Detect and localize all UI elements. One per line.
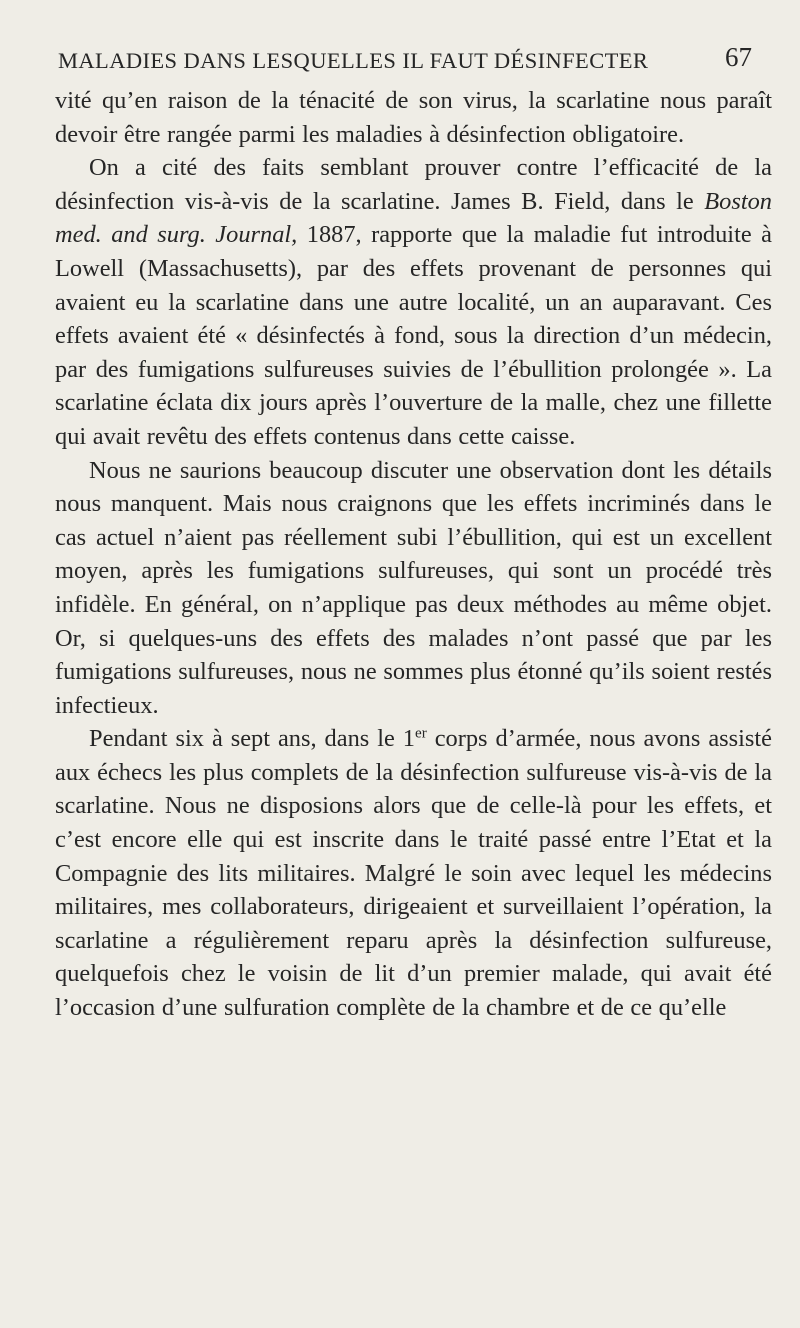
ordinal-superscript: er — [414, 725, 427, 742]
running-title: MALADIES DANS LESQUELLES IL FAUT DÉSINFECTER — [58, 48, 649, 73]
paragraph-1: vité qu’en raison de la ténacité de son virus, la scarlatine nous paraît devoir être rangée parmi les maladies à désinfection obligatoire. — [55, 87, 772, 148]
paragraph-4-text-b: corps d’armée, nous avons assisté aux échecs les plus complets de la désinfection sulfureuse vis-à-vis de la scarlatine. Nous ne disposions alors que de celle-là pour les effets, et c’est encore elle qui est inscrite dans le traité passé entre l’Etat et la Compagnie des lits militaires. Malgré le soin avec lequel les médecins militaires, mes collaborateurs, dirigeaient et surveillaient l’opération, la scarlatine a régulièrement reparu après la désinfection sulfureuse, quelquefois chez le voisin de lit d’un premier malade, qui avait été l’occasion d’une sulfuration complète de la chambre et de ce qu’elle — [55, 725, 772, 1022]
paragraph-2-text-b: 1887, rapporte que la maladie fut introduite à Lowell (Massachusetts), par des effets provenant de personnes qui avaient eu la scarlatine dans une autre localité, un an auparavant. Ces effets avaient été « désinfectés à fond, sous la direction d’un médecin, par des fumigations sulfureuses suivies de l’ébullition prolongée ». La scarlatine éclata dix jours après l’ouverture de la malle, chez une fillette qui avait revêtu des effets contenus dans cette caisse. — [55, 221, 772, 450]
paragraph-2-text-a: On a cité des faits semblant prouver contre l’efficacité de la désinfection vis-à-vis de la scarlatine. James B. Field, dans le — [55, 154, 772, 215]
body-text — [55, 84, 772, 1025]
paragraph-4-text-a: Pendant six à sept ans, dans le 1 — [89, 725, 415, 753]
paragraph-4 — [55, 722, 772, 1024]
paragraph-3: Nous ne saurions beaucoup discuter une observation dont les détails nous manquent. Mais nous craignons que les effets incriminés dans le cas actuel n’aient pas réellement subi l’ébullition, qui est un excellent moyen, après les fumigations sulfureuses, qui sont un procédé très infidèle. En général, on n’applique pas deux méthodes au même objet. Or, si quelques-uns des effets des malades n’ont passé que par les fumigations sulfureuses, nous ne sommes plus étonné qu’ils soient restés infectieux. — [55, 456, 772, 719]
journal-title: Boston med. and surg. Journal, — [55, 187, 772, 249]
page-header — [55, 0, 772, 84]
paragraph-2 — [55, 151, 772, 453]
page-number: 67 — [725, 42, 752, 72]
